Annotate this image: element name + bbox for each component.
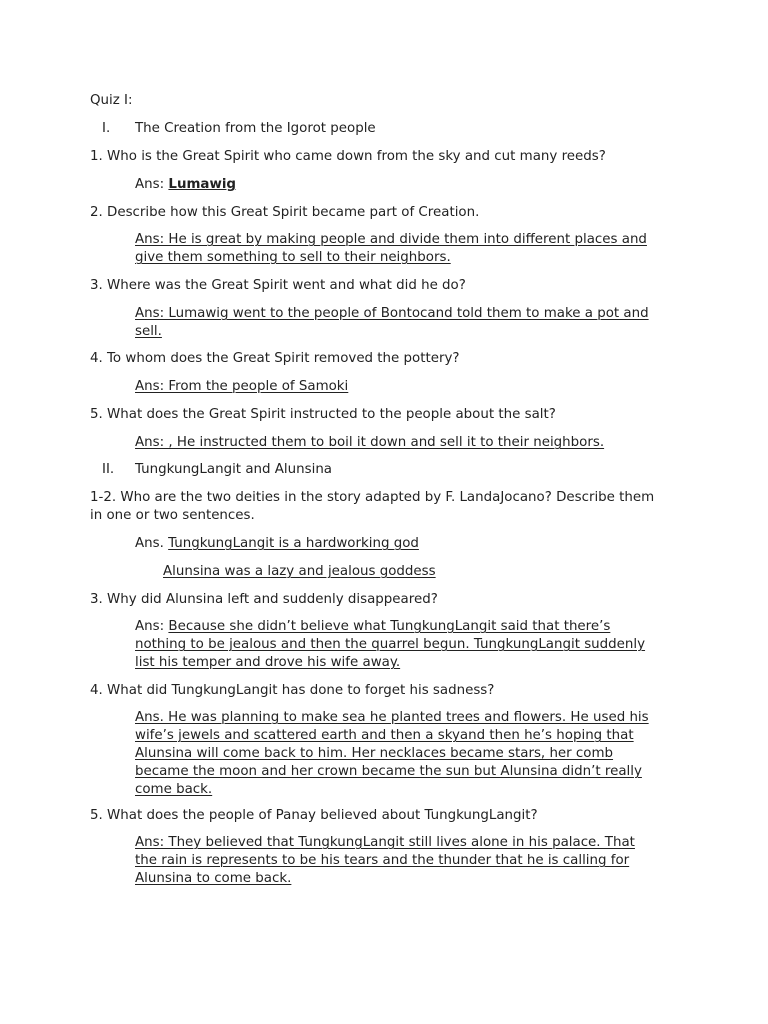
answer-1-2 xyxy=(135,535,419,553)
answer-line: Ans. He was planning to make sea he planted trees and flowers. He used his xyxy=(135,710,649,725)
section-heading-2 xyxy=(90,461,332,479)
section-numeral: II. xyxy=(102,462,115,477)
question-1-2 xyxy=(90,489,654,525)
answer-line: Alunsina will come back to him. Her necklaces became stars, her comb xyxy=(135,746,614,761)
answer-2-3 xyxy=(135,618,645,672)
answer-2-5 xyxy=(135,834,635,888)
answer-line: Ans: They believed that TungkungLangit still lives alone in his palace. That xyxy=(135,835,635,850)
question-3: 3. Where was the Great Spirit went and what did he do? xyxy=(90,278,466,293)
question-2-4: 4. What did TungkungLangit has done to forget his sadness? xyxy=(90,683,495,698)
answer-line: give them something to sell to their neighbors. xyxy=(135,250,451,265)
quiz-title: Quiz I: xyxy=(90,93,133,108)
answer-line: the rain is represents to be his tears and the thunder that he is calling for xyxy=(135,853,630,868)
question-2: 2. Describe how this Great Spirit became part of Creation. xyxy=(90,205,480,220)
answer-prefix: Ans. xyxy=(135,536,169,551)
answer-text: Lumawig xyxy=(168,177,237,192)
answer-line: list his temper and drove his wife away. xyxy=(135,655,401,670)
question-2-5: 5. What does the people of Panay believed about TungkungLangit? xyxy=(90,808,538,823)
question-5: 5. What does the Great Spirit instructed to the people about the salt? xyxy=(90,407,556,422)
answer-line: nothing to be jealous and then the quarrel begun. TungkungLangit suddenly xyxy=(135,637,646,652)
answer-line: Because she didn’t believe what TungkungLangit said that there’s xyxy=(168,619,611,634)
question-4: 4. To whom does the Great Spirit removed the pottery? xyxy=(90,351,460,366)
answer-2-4 xyxy=(135,709,649,799)
answer-line: wife’s jewels and scattered earth and then a skyand then he’s hoping that xyxy=(135,728,634,743)
section-numeral: I. xyxy=(102,121,111,136)
question-line: in one or two sentences. xyxy=(90,508,255,523)
answer-text: TungkungLangit is a hardworking god xyxy=(168,536,419,551)
answer-line: sell. xyxy=(135,324,162,339)
answer-1-2-second: Alunsina was a lazy and jealous goddess xyxy=(163,564,436,579)
answer-2 xyxy=(135,231,647,267)
answer-prefix: Ans: xyxy=(135,619,169,634)
answer-prefix: Ans: xyxy=(135,177,169,192)
answer-3 xyxy=(135,305,649,341)
answer-5: Ans: , He instructed them to boil it down and sell it to their neighbors. xyxy=(135,435,605,450)
section-heading-1 xyxy=(90,120,376,138)
answer-line: Ans: Lumawig went to the people of Bontocand told them to make a pot and xyxy=(135,306,649,321)
answer-line: Ans: He is great by making people and divide them into different places and xyxy=(135,232,647,247)
answer-4: Ans: From the people of Samoki xyxy=(135,379,349,394)
answer-line: became the moon and her crown became the sun but Alunsina didn’t really xyxy=(135,764,642,779)
question-1: 1. Who is the Great Spirit who came down from the sky and cut many reeds? xyxy=(90,149,606,164)
answer-1 xyxy=(135,176,236,194)
question-2-3: 3. Why did Alunsina left and suddenly disappeared? xyxy=(90,592,438,607)
question-line: 1-2. Who are the two deities in the story adapted by F. LandaJocano? Describe them xyxy=(90,490,655,505)
answer-line: come back. xyxy=(135,782,213,797)
answer-line: Alunsina to come back. xyxy=(135,871,292,886)
section-title: TungkungLangit and Alunsina xyxy=(135,462,333,477)
section-title: The Creation from the Igorot people xyxy=(135,121,376,136)
